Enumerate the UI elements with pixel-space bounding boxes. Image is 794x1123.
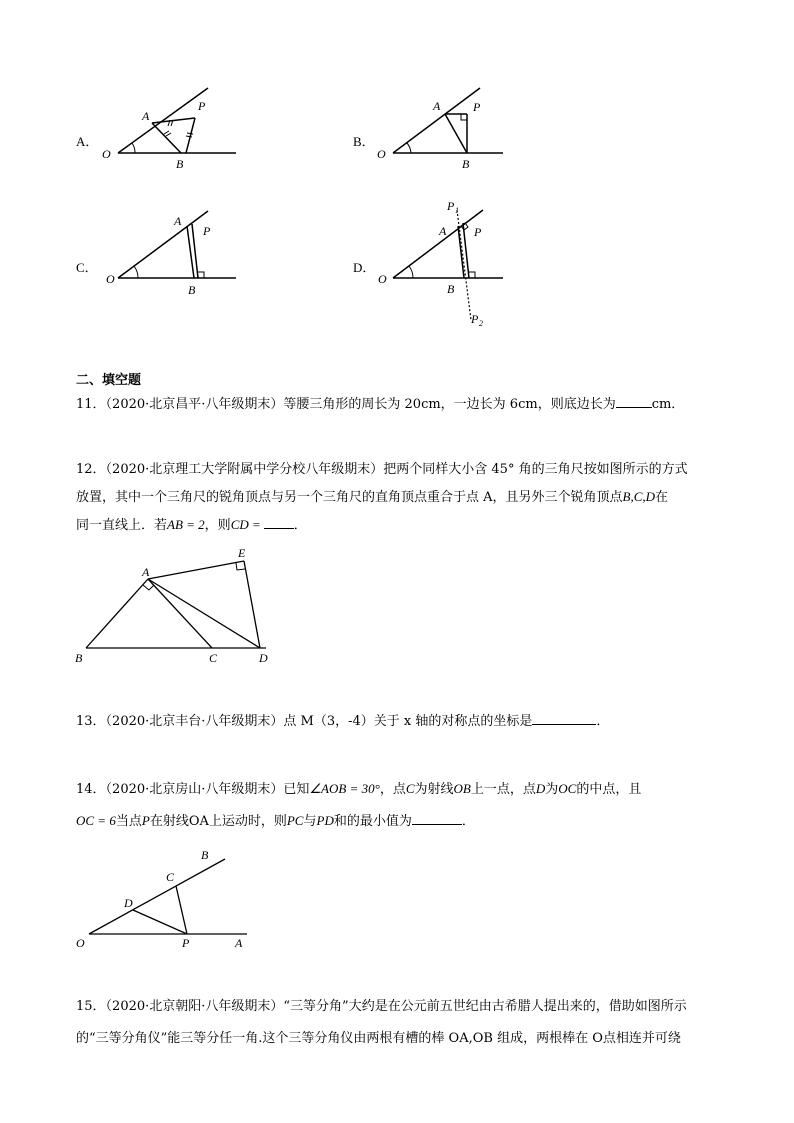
- q14-l2b: 在射线OA上运动时，则: [149, 814, 287, 829]
- q12-line2-a: 放置，其中一个三角尺的锐角顶点与另一个三角尺的直角顶点重合于点 A，且另外三个锐角顶点: [76, 490, 623, 505]
- q11-answer-blank[interactable]: [616, 395, 652, 408]
- q14-pd: PD: [316, 813, 334, 828]
- q11-tail: cm．: [651, 397, 685, 412]
- q15-line2: 的“三等分角仪”能三等分任一角.这个三等分角仪由两根有槽的棒 OA,OB 组成，两根棒在 O点相连并可绕: [76, 1031, 681, 1046]
- q14-l1h: 的中点，且: [576, 782, 642, 797]
- q12-line3-b: ，则: [204, 518, 231, 533]
- q14-l1a: （2020·北京房山·八年级期末）已知: [105, 782, 310, 797]
- q13-text: （2020·北京丰台·八年级期末）点 M（3，-4）关于 x 轴的对称点的坐标是: [105, 714, 533, 729]
- label-b: B: [75, 651, 83, 665]
- label-a: A: [174, 214, 182, 228]
- label-a: A: [439, 224, 447, 238]
- q14-p: P: [141, 813, 150, 828]
- label-o: O: [102, 147, 111, 161]
- label-p1-sub: 1: [455, 206, 459, 215]
- label-p: P: [203, 224, 211, 238]
- q14-l2c: 与: [303, 814, 317, 829]
- label-o: O: [106, 272, 115, 286]
- label-b: B: [188, 283, 196, 297]
- q14-c: C: [405, 781, 415, 796]
- q14-oc-eq: OC = 6: [76, 813, 116, 828]
- label-a: A: [142, 565, 150, 579]
- q12-points: B,C,D: [622, 489, 656, 504]
- q14-answer-blank[interactable]: [412, 812, 462, 825]
- label-b: B: [462, 157, 470, 171]
- q14-number: 14．: [76, 782, 106, 797]
- q14-oc: OC: [558, 781, 577, 796]
- label-c: C: [166, 870, 175, 884]
- label-ray-a: A: [235, 936, 243, 950]
- label-p2: P: [471, 312, 479, 326]
- label-o: O: [377, 147, 386, 161]
- question-14-line2: [76, 812, 475, 830]
- label-p: P: [474, 225, 482, 239]
- q14-end: ．: [461, 814, 475, 829]
- label-o: O: [378, 272, 387, 286]
- q14-l2d: 和的最小值为: [333, 814, 412, 829]
- q15-number: 15．: [76, 999, 106, 1014]
- label-ray-b: B: [201, 848, 209, 862]
- label-d: D: [124, 896, 133, 910]
- q14-l1e: 上一点，点: [470, 782, 536, 797]
- question-13: [76, 712, 609, 730]
- label-p2-sub: 2: [479, 319, 483, 328]
- q12-ab-eq: AB = 2: [167, 517, 205, 532]
- q14-l1b: ，点: [379, 782, 406, 797]
- q14-l1g: 为: [545, 782, 559, 797]
- q11-number: 11．: [76, 397, 106, 412]
- label-b: B: [176, 157, 184, 171]
- q14-l2a: 当点: [115, 814, 142, 829]
- question-14-line1: [76, 780, 641, 798]
- section-title: 二、填空题: [76, 373, 142, 388]
- q12-answer-blank[interactable]: [264, 516, 294, 529]
- question-15-line2: [76, 1030, 681, 1047]
- q12-cd-eq: CD =: [230, 517, 261, 532]
- option-a-label: A．: [76, 134, 99, 149]
- label-p1: P: [447, 199, 455, 213]
- label-p: P: [473, 100, 481, 114]
- q14-figure: [75, 845, 265, 955]
- q12-line2-b: 在: [655, 490, 669, 505]
- label-a: A: [433, 99, 441, 113]
- label-o: O: [76, 936, 85, 950]
- label-p: P: [182, 936, 190, 950]
- q14-l1d: 为射线: [414, 782, 454, 797]
- label-a: A: [142, 109, 150, 123]
- option-b-label: B．: [353, 134, 375, 149]
- q13-tail: ．: [596, 714, 610, 729]
- label-c: C: [209, 651, 218, 665]
- question-11: [76, 395, 684, 413]
- question-12-line3: [76, 516, 307, 534]
- q12-end: ．: [293, 518, 307, 533]
- q12-line1: （2020·北京理工大学附属中学分校八年级期末）把两个同样大小含 45° 角的三角尺按如图所示的方式: [105, 462, 688, 477]
- option-d-label: D．: [353, 260, 376, 275]
- option-a-figure: [100, 80, 250, 175]
- q13-number: 13．: [76, 714, 106, 729]
- q12-figure: [70, 545, 280, 670]
- question-12-line1: [76, 461, 688, 478]
- question-15-line1: [76, 998, 687, 1015]
- option-c-figure: [100, 205, 240, 300]
- question-12-line2: [76, 488, 668, 506]
- label-p: P: [198, 99, 206, 113]
- q15-line1: （2020·北京朝阳·八年级期末）“三等分角”大约是在公元前五世纪由古希腊人提出来的，借助如图所示: [105, 999, 687, 1014]
- q12-number: 12．: [76, 462, 106, 477]
- option-d-figure: [375, 195, 515, 330]
- label-d: D: [259, 651, 268, 665]
- option-c-label: C．: [76, 260, 98, 275]
- label-e: E: [238, 546, 246, 560]
- option-b-figure: [375, 80, 515, 175]
- q14-pc: PC: [286, 813, 304, 828]
- label-b: B: [447, 282, 455, 296]
- q14-ob: OB: [453, 781, 471, 796]
- q14-angle: ∠AOB = 30°: [309, 781, 380, 796]
- q13-answer-blank[interactable]: [532, 712, 596, 725]
- q11-text: （2020·北京昌平·八年级期末）等腰三角形的周长为 20cm，一边长为 6cm，则底边长为: [105, 397, 616, 412]
- q12-line3-a: 同一直线上．若: [76, 518, 168, 533]
- q14-d: D: [535, 781, 546, 796]
